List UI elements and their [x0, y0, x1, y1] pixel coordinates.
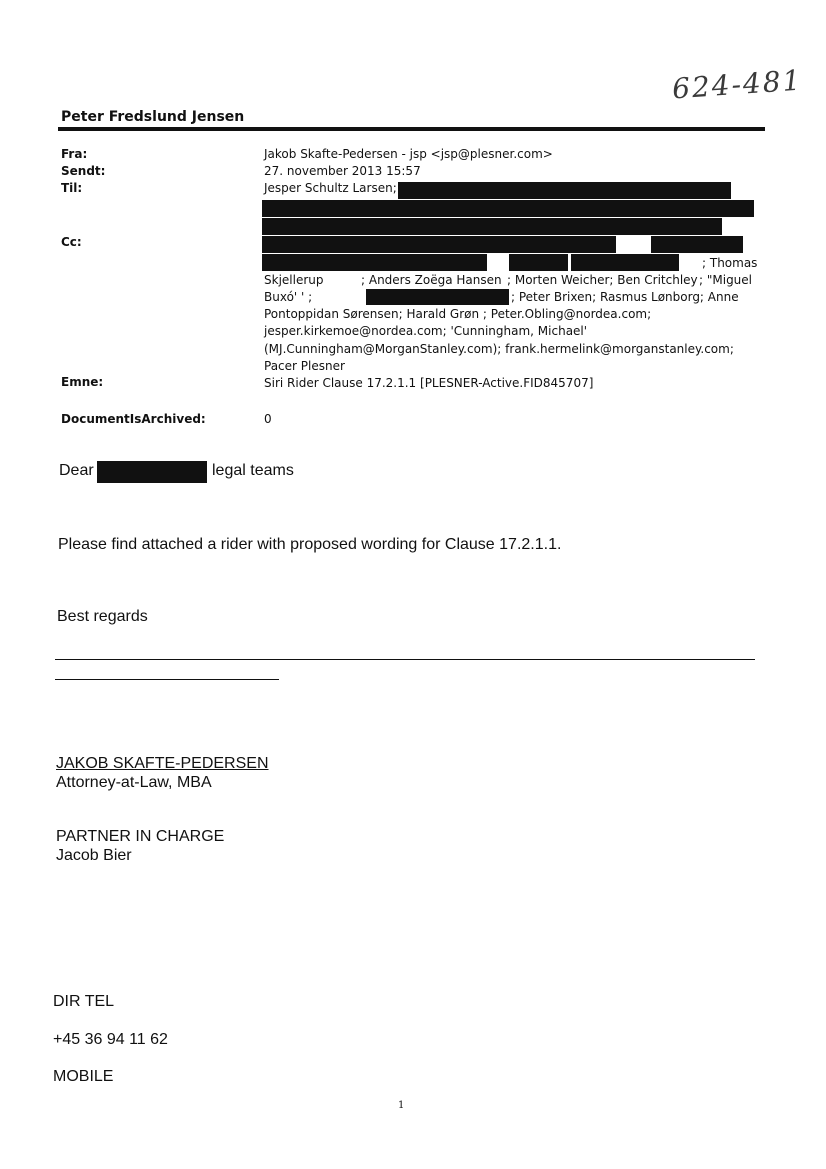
- mobile-label: MOBILE: [53, 1068, 114, 1085]
- cc-text: Skjellerup: [264, 273, 324, 287]
- signature-separator: [55, 659, 755, 660]
- sent-label: Sendt:: [61, 164, 106, 178]
- redaction-bar: [651, 236, 743, 253]
- subject-value: Siri Rider Clause 17.2.1.1 [PLESNER-Active.FID845707]: [264, 376, 594, 390]
- greeting-end: legal teams: [212, 462, 294, 479]
- mailbox-owner-name: Peter Fredslund Jensen: [61, 109, 245, 125]
- greeting-start: Dear: [59, 462, 94, 479]
- cc-text: ; Morten Weicher; Ben Critchley: [507, 273, 698, 287]
- redaction-bar: [262, 254, 487, 271]
- redaction-bar: [97, 461, 207, 483]
- cc-text: ; Peter Brixen; Rasmus Lønborg; Anne: [511, 290, 739, 304]
- redaction-bar: [509, 254, 568, 271]
- cc-text: ; Thomas: [702, 256, 758, 270]
- header-rule: [58, 127, 765, 131]
- to-value: Jesper Schultz Larsen;: [264, 181, 397, 195]
- redaction-bar: [262, 236, 616, 253]
- from-value: Jakob Skafte-Pedersen - jsp <jsp@plesner.com>: [264, 147, 553, 161]
- dir-tel-number: +45 36 94 11 62: [53, 1031, 168, 1048]
- to-label: Til:: [61, 181, 83, 195]
- cc-text: jesper.kirkemoe@nordea.com; 'Cunningham, Michael': [264, 324, 588, 338]
- page-number: 1: [398, 1100, 405, 1111]
- cc-text: Pacer Plesner: [264, 359, 345, 373]
- partner-label: PARTNER IN CHARGE: [56, 828, 225, 845]
- cc-text: Pontoppidan Sørensen; Harald Grøn ; Peter.Obling@nordea.com;: [264, 307, 652, 321]
- cc-text: ; "Miguel: [699, 273, 753, 287]
- cc-label: Cc:: [61, 235, 82, 249]
- partner-name: Jacob Bier: [56, 847, 132, 864]
- signature-name: JAKOB SKAFTE-PEDERSEN: [56, 755, 269, 772]
- handwritten-reference: 624-481: [671, 63, 804, 106]
- redaction-bar: [571, 254, 679, 271]
- sent-value: 27. november 2013 15:57: [264, 164, 421, 178]
- body-paragraph: Please find attached a rider with proposed wording for Clause 17.2.1.1.: [58, 536, 562, 553]
- from-label: Fra:: [61, 147, 88, 161]
- archived-label: DocumentIsArchived:: [61, 412, 206, 426]
- cc-text: (MJ.Cunningham@MorganStanley.com); frank.hermelink@morganstanley.com;: [264, 342, 734, 356]
- closing: Best regards: [57, 608, 148, 625]
- cc-text: ; Anders Zoëga Hansen: [361, 273, 502, 287]
- subject-label: Emne:: [61, 375, 104, 389]
- cc-text: Buxó' ' ;: [264, 290, 313, 304]
- redaction-bar: [262, 218, 722, 235]
- redaction-bar: [366, 289, 509, 305]
- dir-tel-label: DIR TEL: [53, 993, 115, 1010]
- archived-value: 0: [264, 412, 272, 426]
- signature-title: Attorney-at-Law, MBA: [56, 774, 212, 791]
- redaction-bar: [262, 200, 754, 217]
- signature-separator: [55, 679, 279, 680]
- redaction-bar: [398, 182, 731, 199]
